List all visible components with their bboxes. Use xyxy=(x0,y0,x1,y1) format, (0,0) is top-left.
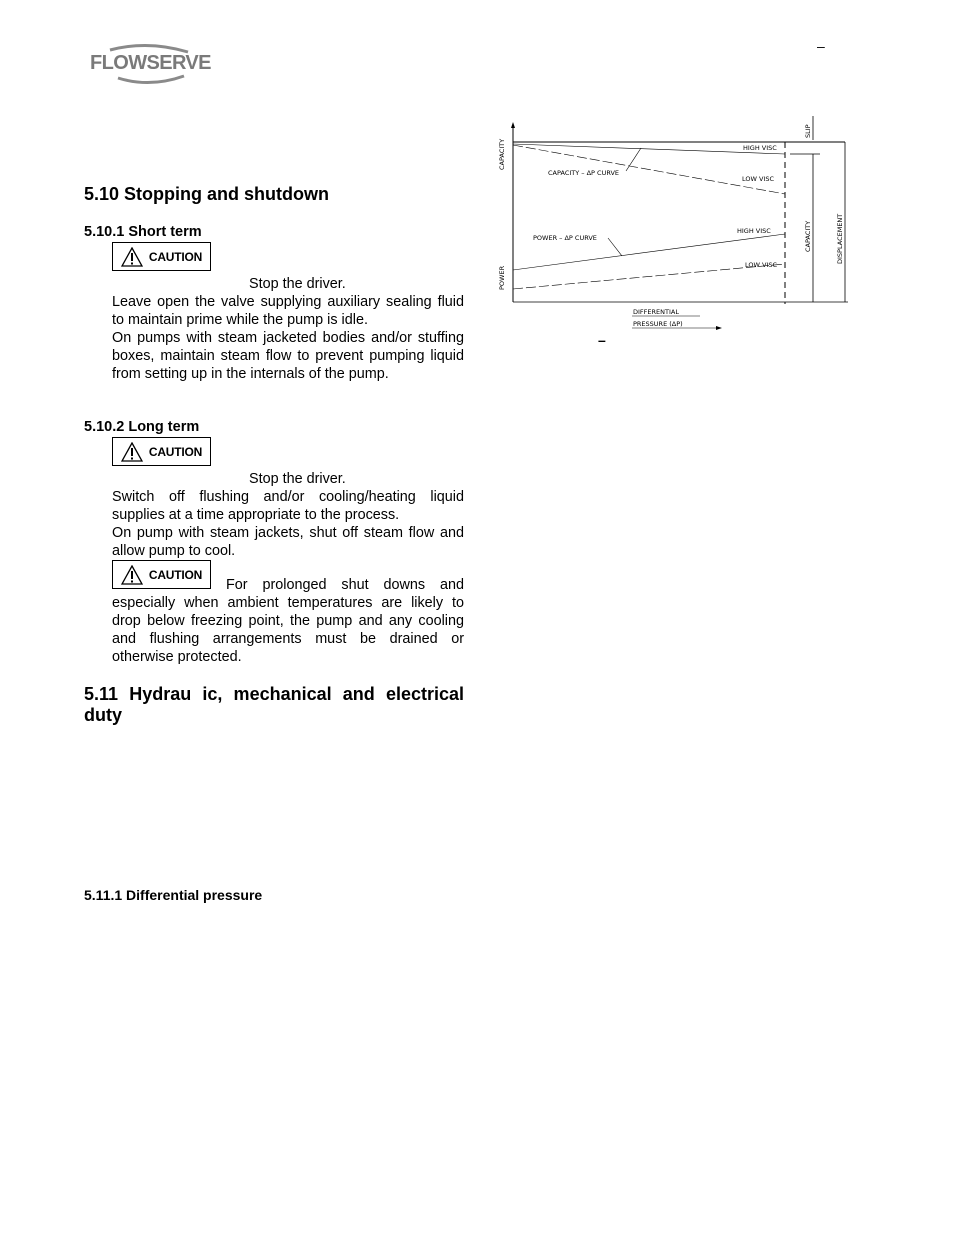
figure-caption-mark: – xyxy=(598,332,606,348)
flowserve-logo xyxy=(88,42,211,88)
short-term-para-1: Leave open the valve supplying auxiliary sealing fluid to maintain prime while the pump is idle. xyxy=(112,294,464,328)
header-mark: – xyxy=(817,38,825,54)
high-visc-bottom-label: HIGH VISC xyxy=(737,227,771,235)
long-term-para-2: On pump with steam jackets, shut off steam flow and allow pump to cool. xyxy=(112,525,464,559)
section-510-title: 5.10 Stopping and shutdown xyxy=(84,184,329,204)
x-label-line-1: DIFFERENTIAL xyxy=(633,308,679,316)
short-term-para-2: On pumps with steam jacketed bodies and/or stuffing boxes, maintain steam flow to prevent pumping liquid from setting up in the internals of the pump. xyxy=(112,330,464,382)
warning-triangle-icon xyxy=(121,247,143,267)
caution-badge xyxy=(112,437,211,466)
caution-label: CAUTION xyxy=(148,249,203,264)
capacity-axis-label: CAPACITY xyxy=(498,138,506,170)
warning-triangle-icon xyxy=(121,442,143,462)
stop-driver-text: Stop the driver. xyxy=(249,471,346,487)
slip-label: SLIP xyxy=(804,124,812,138)
caution-label: CAUTION xyxy=(148,444,203,459)
high-visc-top-label: HIGH VISC xyxy=(743,144,777,152)
capacity-curve-leader xyxy=(626,148,641,171)
low-visc-bottom-label: LOW VISC xyxy=(745,261,778,269)
capacity-power-diagram xyxy=(490,112,850,332)
section-5111-title: 5.11.1 Differential pressure xyxy=(84,887,263,903)
section-511-title: 5.11 Hydrau ic, mechanical and electrical duty xyxy=(84,684,464,725)
power-curve-label: POWER – ΔP CURVE xyxy=(533,234,597,242)
low-visc-top-label: LOW VISC xyxy=(742,175,775,183)
capacity-curve-label: CAPACITY – ΔP CURVE xyxy=(548,169,620,177)
caution-label: CAUTION xyxy=(148,567,203,582)
long-term-para-3: For prolonged shut downs and especially when ambient temperatures are likely to drop below freezing point, the pump and any cooling and flushing arrangements must be drained or otherwise protected. xyxy=(112,577,464,665)
stop-driver-text: Stop the driver. xyxy=(249,276,346,292)
logo-text: FLOWSERVE xyxy=(90,52,211,74)
section-5101-title: 5.10.1 Short term xyxy=(84,224,202,240)
displacement-label: DISPLACEMENT xyxy=(836,213,844,264)
caution-badge xyxy=(112,242,211,271)
capacity-right-label: CAPACITY xyxy=(804,220,812,252)
x-label-line-2: PRESSURE (ΔP) xyxy=(633,320,683,328)
axis-arrow-icon xyxy=(511,122,515,128)
power-curve-leader xyxy=(608,238,622,256)
x-arrow-icon xyxy=(716,326,722,330)
section-5102-title: 5.10.2 Long term xyxy=(84,419,200,435)
power-axis-label: POWER xyxy=(498,265,506,290)
long-term-para-1: Switch off flushing and/or cooling/heating liquid supplies at a time appropriate to the process. xyxy=(112,489,464,523)
